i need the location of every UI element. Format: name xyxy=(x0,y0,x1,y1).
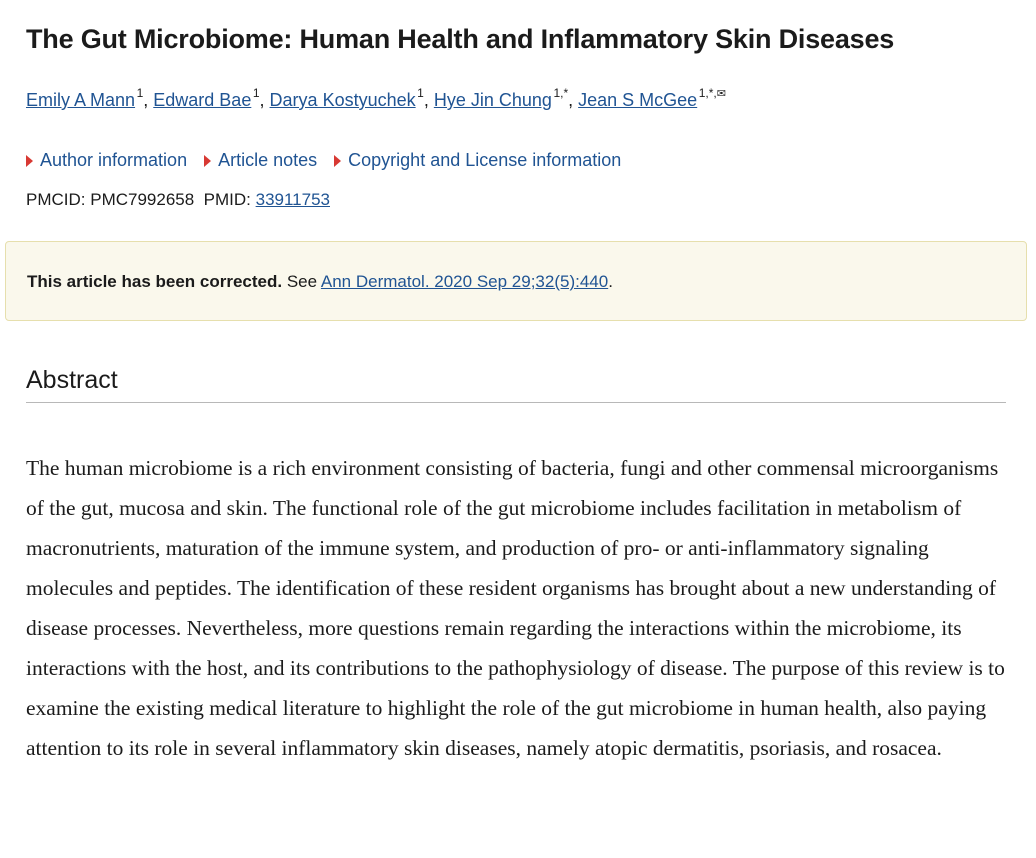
article-notes-label: Article notes xyxy=(218,150,318,170)
author-link[interactable]: Hye Jin Chung xyxy=(433,90,552,110)
triangle-right-icon xyxy=(334,155,341,167)
triangle-right-icon xyxy=(204,155,211,167)
abstract-heading: Abstract xyxy=(26,366,1006,403)
pmcid-label: PMCID: xyxy=(26,190,86,209)
triangle-right-icon xyxy=(26,155,33,167)
correction-end: . xyxy=(608,272,613,291)
author-affiliation: 1,* xyxy=(553,86,569,100)
author-affiliation xyxy=(699,86,726,100)
author-link[interactable]: Emily A Mann xyxy=(26,90,136,110)
author-information-label: Author information xyxy=(40,150,188,170)
correction-notice xyxy=(5,241,1027,321)
author-affiliation: 1 xyxy=(136,86,144,100)
article-notes-toggle[interactable] xyxy=(204,150,317,170)
pmcid-value: PMC7992658 xyxy=(90,190,195,209)
abstract-text: The human microbiome is a rich environment consisting of bacteria, fungi and other commensal microorganisms of the gut, mucosa and skin. The functional role of the gut microbiome includes facilitation in metabolism of macronutrients, maturation of the immune system, and production of pro- or anti-inflammatory signaling molecules and peptides. The identification of these resident organisms has brought about a new understanding of disease processes. Nevertheless, more questions remain regarding the interactions within the microbiome, its interactions with the host, and its contributions to the pathophysiology of disease. The purpose of this review is to examine the existing medical literature to highlight the role of the gut microbiome in human health, also paying attention to its role in several inflammatory skin diseases, namely atopic dermatitis, psoriasis, and rosacea. xyxy=(26,456,1005,760)
correction-link[interactable]: Ann Dermatol. 2020 Sep 29;32(5):440 xyxy=(320,272,609,291)
author-affiliation-text: 1,*, xyxy=(698,86,717,100)
pmid-link[interactable]: 33911753 xyxy=(255,190,330,209)
article-ids xyxy=(26,190,330,210)
author-information-toggle[interactable] xyxy=(26,150,187,170)
author-link[interactable]: Edward Bae xyxy=(153,90,252,110)
author-affiliation: 1 xyxy=(417,86,424,100)
article-title: The Gut Microbiome: Human Health and Inflammatory Skin Diseases xyxy=(26,24,895,54)
copyright-toggle[interactable] xyxy=(334,150,621,170)
author-link[interactable]: Jean S McGee xyxy=(578,90,698,110)
envelope-icon[interactable]: ✉ xyxy=(716,88,726,100)
pmid-label: PMID: xyxy=(203,190,251,209)
article-meta-links xyxy=(26,150,633,171)
copyright-label: Copyright and License information xyxy=(348,150,622,170)
correction-bold-text: This article has been corrected. xyxy=(27,272,283,291)
correction-see-text: See xyxy=(286,272,318,291)
author-list: Emily A Mann $^1$, Edward Bae $^1$, Darya Kostyuchek $^1$, Hye Jin Chung $^{1,*}$, Jean S McGee $^{1,*,✉}$ xyxy=(26,86,726,110)
author-affiliation: 1 xyxy=(252,86,260,100)
author-link[interactable]: Darya Kostyuchek xyxy=(269,90,416,110)
